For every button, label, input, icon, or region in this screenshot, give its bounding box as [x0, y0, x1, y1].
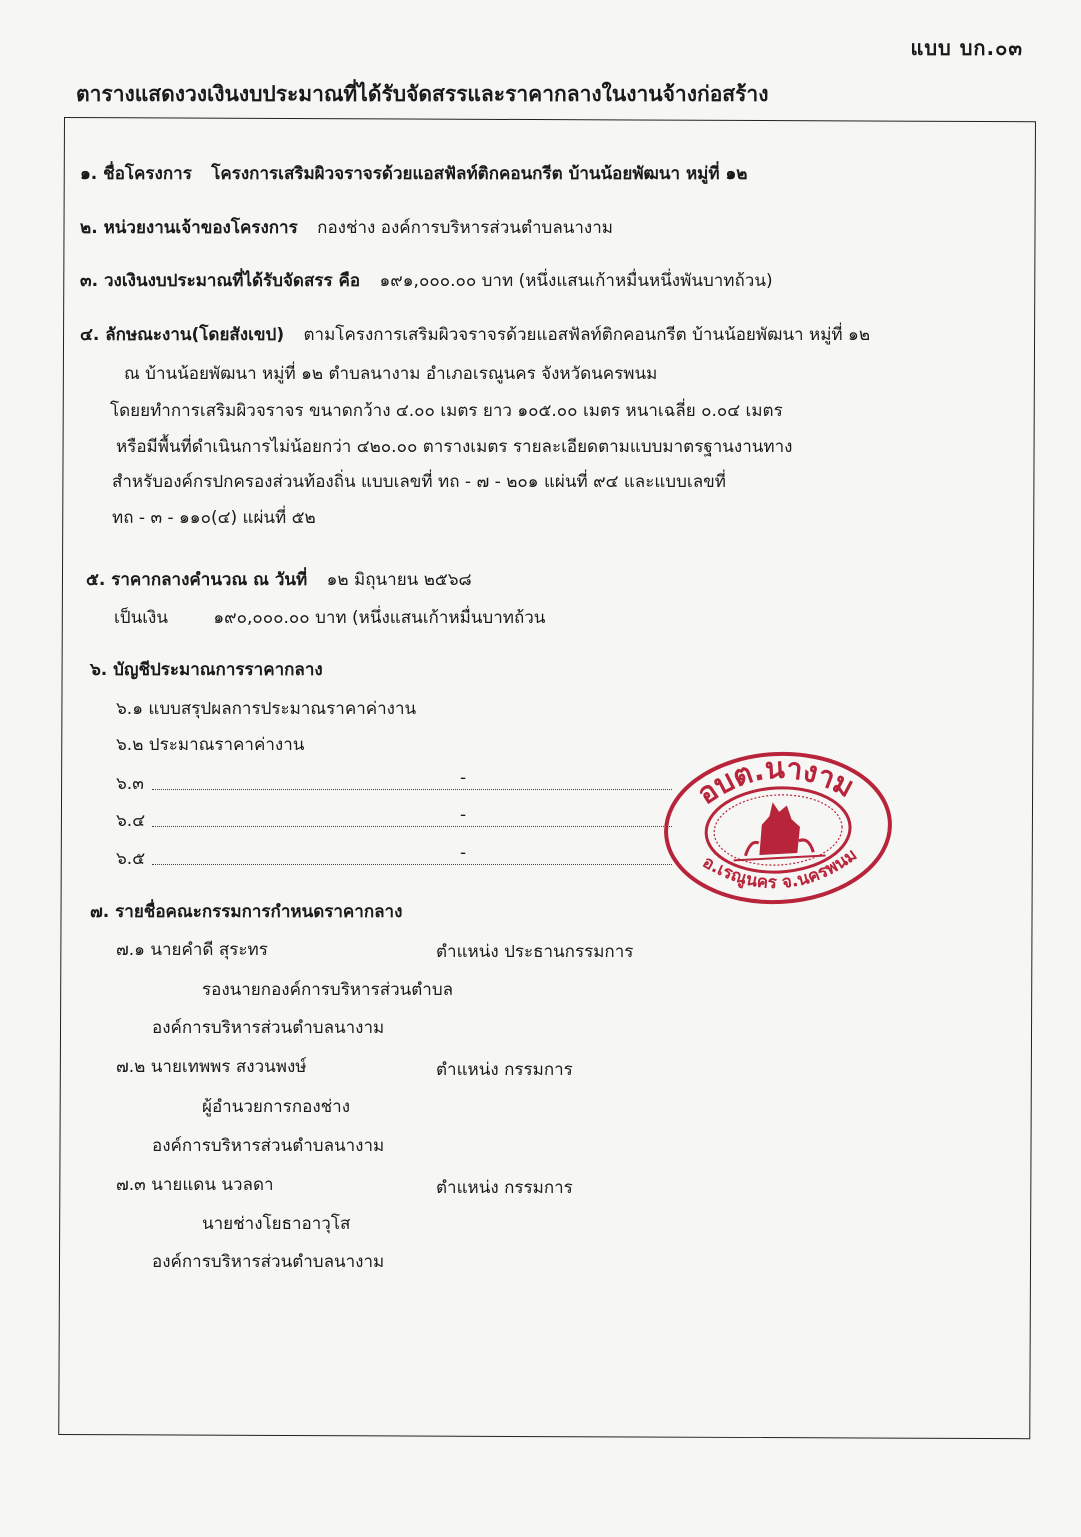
owner-agency-label: ๒. หน่วยงานเจ้าของโครงการ [80, 218, 298, 238]
owner-agency-row [80, 214, 613, 241]
committee-member-position: ตำแหน่ง ประธานกรรมการ [436, 942, 634, 962]
estimate-item: ๖.๒ ประมาณราคาค่างาน [116, 735, 305, 755]
median-price-amount-row [114, 604, 545, 631]
committee-member-name: ๗.๒ นายเทพพร สงวนพงษ์ [116, 1057, 307, 1077]
median-price-row [86, 566, 472, 593]
dotted-line [152, 826, 672, 827]
estimate-blank-number: ๖.๓ [116, 774, 144, 794]
committee-member-org: องค์การบริหารส่วนตำบลนางาม [152, 1136, 385, 1156]
committee-member-org: องค์การบริหารส่วนตำบลนางาม [152, 1018, 385, 1038]
stamp-seal-icon [658, 744, 898, 912]
estimate-list-label: ๖. บัญชีประมาณการราคากลาง [90, 660, 323, 680]
work-description-line: ตามโครงการเสริมผิวจราจรด้วยแอสฟัลท์ติกคอนกรีต บ้านน้อยพัฒนา หมู่ที่ ๑๒ [303, 325, 871, 345]
committee-member-title: ผู้อำนวยการกองช่าง [202, 1097, 351, 1117]
budget-row [80, 267, 773, 294]
estimate-blank-number: ๖.๔ [116, 811, 146, 831]
committee-member-org: องค์การบริหารส่วนตำบลนางาม [152, 1252, 385, 1272]
form-code: แบบ บก.๐๓ [910, 36, 1023, 60]
document-title: ตารางแสดงวงเงินงบประมาณที่ได้รับจัดสรรและราคากลางในงานจ้างก่อสร้าง [76, 82, 769, 106]
work-description-row [80, 321, 870, 348]
work-description-line: โดยยทำการเสริมผิวจราจร ขนาดกว้าง ๔.๐๐ เมตร ยาว ๑๐๕.๐๐ เมตร หนาเฉลี่ย ๐.๐๔ เมตร [110, 401, 783, 421]
stamp-top-text: อบต.นางาม [690, 750, 860, 812]
committee-member-position: ตำแหน่ง กรรมการ [436, 1178, 573, 1198]
budget-value: ๑๙๑,๐๐๐.๐๐ บาท (หนึ่งแสนเก้าหมื่นหนึ่งพันบาทถ้วน) [379, 271, 773, 291]
project-name-row [80, 160, 748, 187]
committee-member-position: ตำแหน่ง กรรมการ [436, 1060, 573, 1080]
blank-dash: - [460, 805, 467, 825]
committee-member-name: ๗.๑ นายคำดี สุระทร [116, 940, 268, 960]
committee-member-title: นายช่างโยธาอาวุโส [202, 1214, 351, 1234]
committee-label: ๗. รายชื่อคณะกรรมการกำหนดราคากลาง [90, 902, 403, 922]
amount-value: ๑๙๐,๐๐๐.๐๐ บาท (หนึ่งแสนเก้าหมื่นบาทถ้วน [213, 608, 546, 628]
work-description-line: ทถ - ๓ - ๑๑๐(๔) แผ่นที่ ๕๒ [112, 508, 316, 528]
project-name-label: ๑. ชื่อโครงการ [80, 164, 192, 184]
dotted-line [152, 864, 672, 865]
committee-member-name: ๗.๓ นายแดน นวลดา [116, 1175, 274, 1195]
project-name-value: โครงการเสริมผิวจราจรด้วยแอสฟัลท์ติกคอนกรีต บ้านน้อยพัฒนา หมู่ที่ ๑๒ [211, 164, 748, 184]
work-description-line: หรือมีพื้นที่ดำเนินการไม่น้อยกว่า ๔๒๐.๐๐ ตารางเมตร รายละเอียดตามแบบมาตรฐานงานทาง [116, 437, 793, 457]
official-stamp [658, 744, 898, 912]
median-price-label: ๕. ราคากลางคำนวณ ณ วันที่ [86, 570, 308, 590]
budget-label: ๓. วงเงินงบประมาณที่ได้รับจัดสรร คือ [80, 271, 361, 291]
blank-dash: - [460, 843, 467, 863]
estimate-item: ๖.๑ แบบสรุปผลการประมาณราคาค่างาน [116, 699, 417, 719]
amount-label: เป็นเงิน [114, 608, 168, 628]
work-description-line: สำหรับองค์กรปกครองส่วนท้องถิ่น แบบเลขที่ ทถ - ๗ - ๒๐๑ แผ่นที่ ๙๔ และแบบเลขที่ [112, 472, 726, 492]
median-price-date: ๑๒ มิถุนายน ๒๕๖๘ [326, 570, 472, 590]
work-description-label: ๔. ลักษณะงาน(โดยสังเขป) [80, 325, 285, 345]
committee-member-title: รองนายกองค์การบริหารส่วนตำบล [202, 980, 454, 1000]
stamp-bottom-text: อ.เรณูนคร จ.นครพนม [698, 844, 861, 894]
dotted-line [152, 789, 672, 790]
work-description-line: ณ บ้านน้อยพัฒนา หมู่ที่ ๑๒ ตำบลนางาม อำเภอเรณูนคร จังหวัดนครพนม [124, 364, 658, 384]
estimate-blank-number: ๖.๕ [116, 849, 146, 869]
blank-dash: - [460, 768, 467, 788]
owner-agency-value: กองช่าง องค์การบริหารส่วนตำบลนางาม [317, 218, 613, 238]
